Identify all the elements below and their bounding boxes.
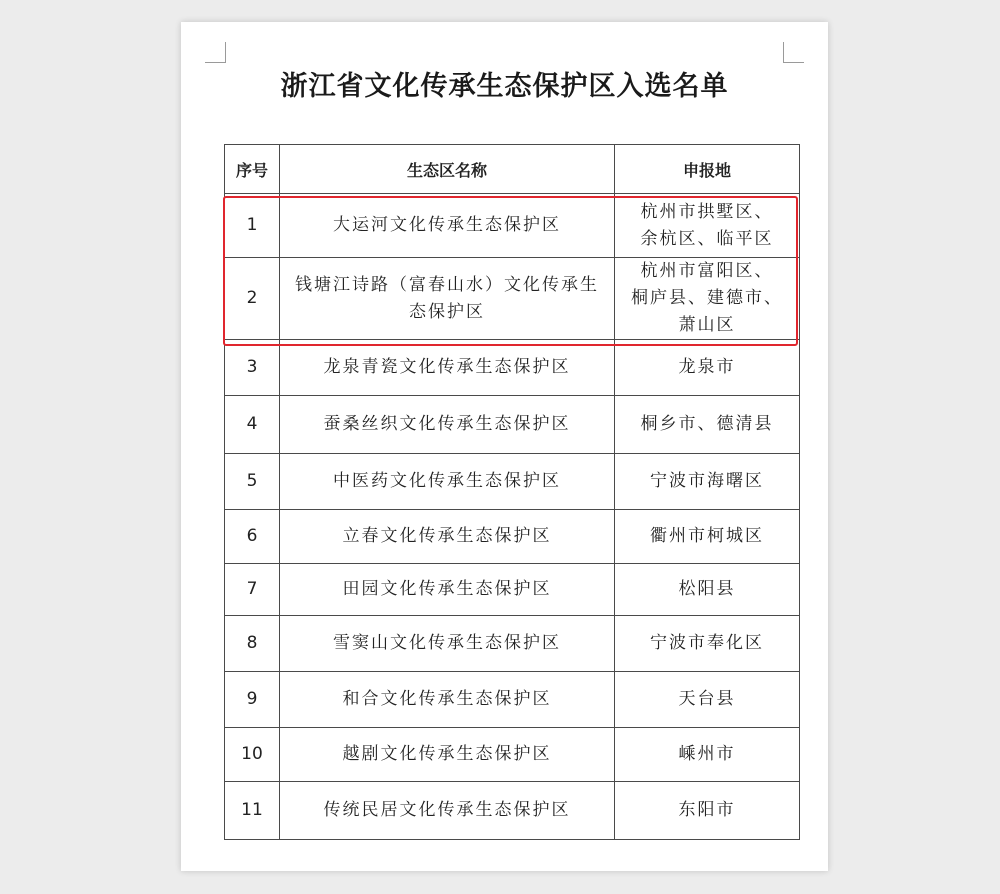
zone-name-line: 雪窦山文化传承生态保护区 [333, 633, 561, 653]
location-line: 龙泉市 [678, 357, 736, 377]
cell-zone-name [280, 340, 615, 396]
cell-zone-name [280, 510, 615, 564]
cell-index: 11 [225, 782, 280, 840]
location-line: 余杭区、临平区 [640, 228, 774, 249]
cell-zone-name [280, 258, 615, 340]
cell-location [615, 564, 800, 616]
cell-zone-name [280, 454, 615, 510]
zone-name-line: 蚕桑丝织文化传承生态保护区 [323, 414, 571, 434]
location-line: 松阳县 [678, 579, 736, 599]
zone-name-line: 中医药文化传承生态保护区 [333, 471, 561, 491]
header-name: 生态区名称 [280, 145, 615, 194]
cell-zone-name [280, 616, 615, 672]
zone-name-line: 传统民居文化传承生态保护区 [323, 800, 571, 820]
table-row [225, 510, 800, 564]
cell-zone-name [280, 782, 615, 840]
location-line: 宁波市海曙区 [650, 471, 764, 491]
cell-index: 7 [225, 564, 280, 616]
table-row [225, 194, 800, 258]
table-row [225, 728, 800, 782]
cell-location [615, 728, 800, 782]
location-line: 杭州市富阳区、 [640, 261, 774, 281]
zone-name-line: 龙泉青瓷文化传承生态保护区 [323, 357, 571, 377]
location-line: 嵊州市 [678, 744, 736, 764]
header-index: 序号 [225, 145, 280, 194]
cell-zone-name [280, 672, 615, 728]
location-line: 宁波市奉化区 [650, 633, 764, 653]
zone-name-line: 钱塘江诗路（富春山水）文化传承生 [295, 274, 599, 295]
cell-index: 1 [225, 194, 280, 258]
location-line: 东阳市 [678, 800, 736, 820]
cell-index: 3 [225, 340, 280, 396]
cell-index: 9 [225, 672, 280, 728]
zone-name-line: 越剧文化传承生态保护区 [342, 744, 552, 764]
location-line: 桐乡市、德清县 [640, 414, 774, 434]
protection-zone-table [224, 144, 800, 840]
cell-index: 4 [225, 396, 280, 454]
cell-index: 2 [225, 258, 280, 340]
table-row [225, 396, 800, 454]
cell-location [615, 782, 800, 840]
cell-zone-name [280, 728, 615, 782]
cell-index: 10 [225, 728, 280, 782]
cell-location [615, 340, 800, 396]
zone-name-line: 和合文化传承生态保护区 [342, 689, 552, 709]
location-line: 天台县 [678, 689, 736, 709]
cell-location [615, 396, 800, 454]
table-header-row [225, 145, 800, 194]
table-row [225, 564, 800, 616]
table-row [225, 340, 800, 396]
cell-location [615, 454, 800, 510]
table-row [225, 782, 800, 840]
location-line: 衢州市柯城区 [650, 526, 764, 546]
table-row [225, 454, 800, 510]
zone-name-line: 态保护区 [409, 301, 485, 322]
cell-zone-name [280, 564, 615, 616]
table-row [225, 258, 800, 340]
cell-zone-name [280, 396, 615, 454]
cell-index: 5 [225, 454, 280, 510]
zone-name-line: 立春文化传承生态保护区 [342, 526, 552, 546]
page-title: 浙江省文化传承生态保护区入选名单 [280, 71, 729, 102]
cell-location [615, 672, 800, 728]
crop-mark-top-left [205, 42, 226, 63]
crop-mark-top-right [783, 42, 804, 63]
header-location: 申报地 [615, 145, 800, 194]
location-line: 萧山区 [678, 315, 736, 335]
location-line: 桐庐县、建德市、 [631, 288, 783, 308]
cell-location [615, 258, 800, 340]
location-line: 杭州市拱墅区、 [640, 201, 774, 222]
cell-location [615, 510, 800, 564]
cell-index: 8 [225, 616, 280, 672]
zone-name-line: 田园文化传承生态保护区 [342, 579, 552, 599]
cell-zone-name [280, 194, 615, 258]
table-row [225, 672, 800, 728]
cell-location [615, 194, 800, 258]
document-page [181, 22, 828, 871]
cell-index: 6 [225, 510, 280, 564]
zone-name-line: 大运河文化传承生态保护区 [333, 215, 561, 235]
table-row [225, 616, 800, 672]
cell-location [615, 616, 800, 672]
